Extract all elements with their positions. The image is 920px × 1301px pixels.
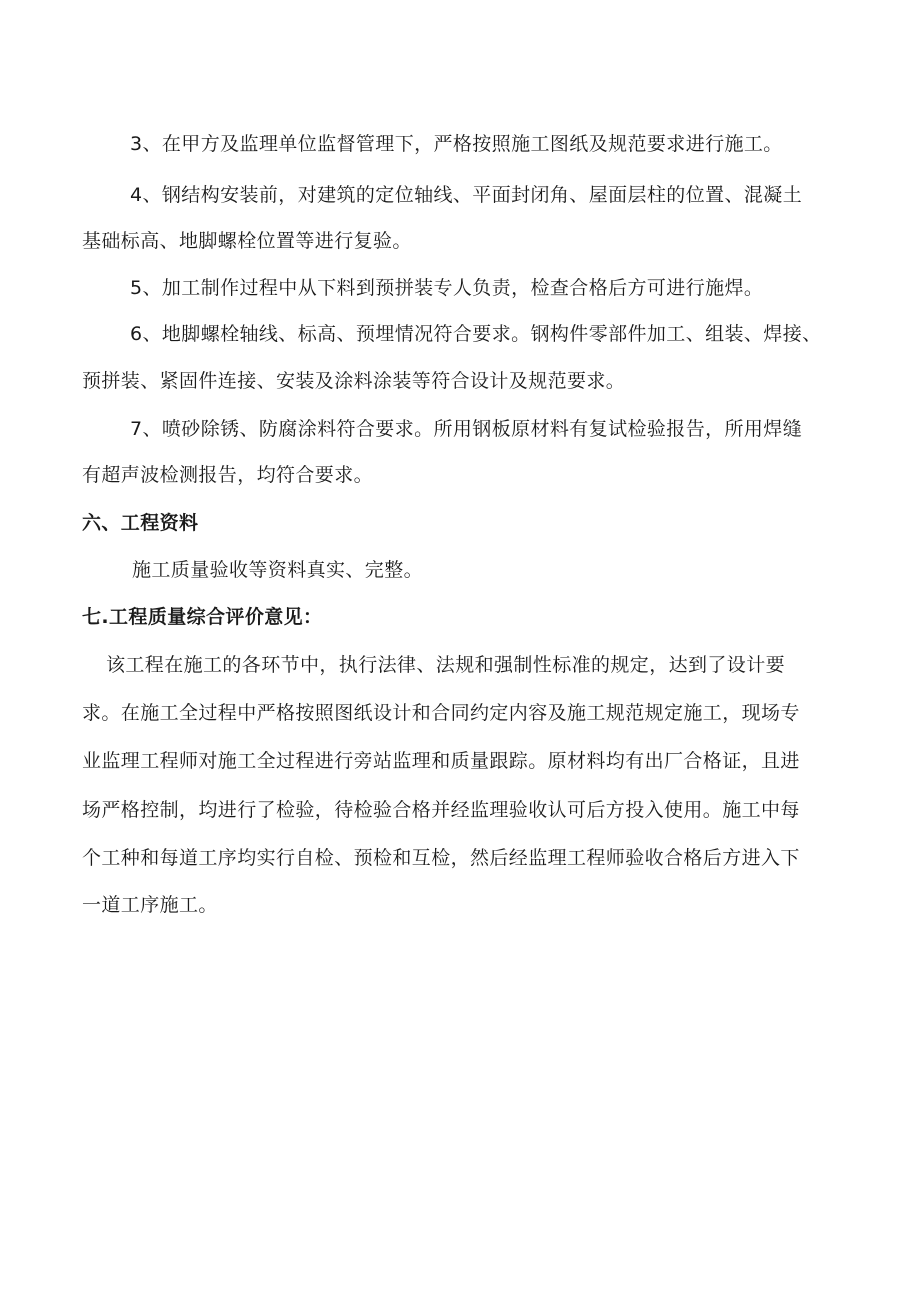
item-7-line-1: 7、喷砂除锈、防腐涂料符合要求。所用钢板原材料有复试检验报告，所用焊缝 xyxy=(130,418,803,440)
section-7-line-2: 求。在施工全过程中严格按照图纸设计和合同约定内容及施工规范规定施工，现场专 xyxy=(82,702,800,724)
section-7-line-5: 个工种和每道工序均实行自检、预检和互检，然后经监理工程师验收合格后方进入下 xyxy=(82,847,800,869)
item-3-line-1: 3、在甲方及监理单位监督管理下，严格按照施工图纸及规范要求进行施工。 xyxy=(130,133,783,155)
item-4-line-2: 基础标高、地脚螺栓位置等进行复验。 xyxy=(82,230,412,252)
item-7-line-2: 有超声波检测报告，均符合要求。 xyxy=(82,464,374,486)
section-7-line-3: 业监理工程师对施工全过程进行旁站监理和质量跟踪。原材料均有出厂合格证，且进 xyxy=(82,750,800,772)
item-5-line-1: 5、加工制作过程中从下料到预拼装专人负责，检查合格后方可进行施焊。 xyxy=(130,277,764,299)
section-7-line-6: 一道工序施工。 xyxy=(82,894,218,916)
section-7-line-1: 该工程在施工的各环节中，执行法律、法规和强制性标准的规定，达到了设计要 xyxy=(106,654,786,676)
item-6-line-2: 预拼装、紧固件连接、安装及涂料涂装等符合设计及规范要求。 xyxy=(82,370,626,392)
section-6-body: 施工质量验收等资料真实、完整。 xyxy=(132,559,424,581)
item-6-line-1: 6、地脚螺栓轴线、标高、预埋情况符合要求。钢构件零部件加工、组装、焊接、 xyxy=(130,323,822,345)
section-6-heading: 六、工程资料 xyxy=(82,512,199,534)
item-4-line-1: 4、钢结构安装前，对建筑的定位轴线、平面封闭角、屋面层柱的位置、混凝土 xyxy=(130,184,803,206)
section-7-heading: 七.工程质量综合评价意见： xyxy=(82,606,323,628)
section-7-line-4: 场严格控制，均进行了检验，待检验合格并经监理验收认可后方投入使用。施工中每 xyxy=(82,799,800,821)
